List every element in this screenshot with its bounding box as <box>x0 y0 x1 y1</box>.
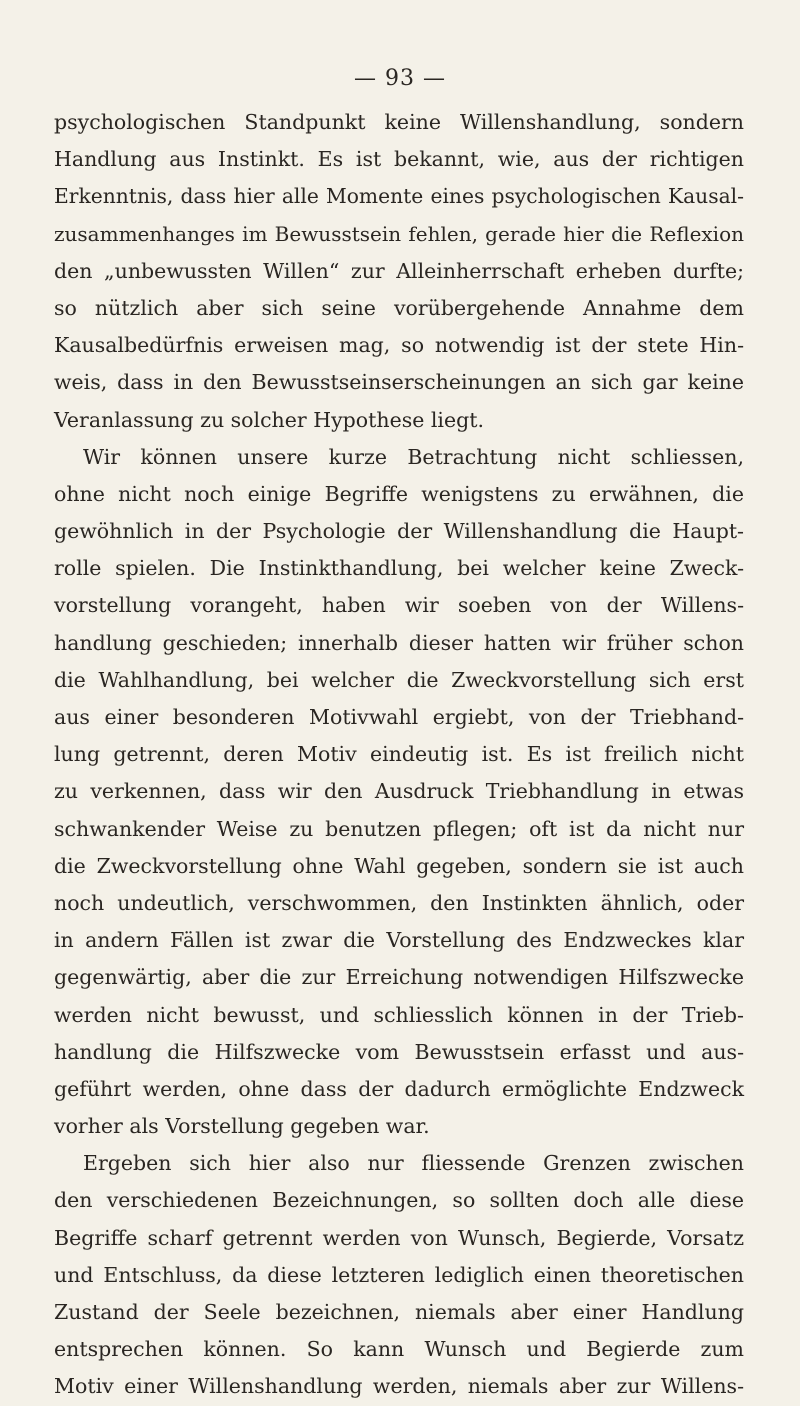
text-line: zusammenhanges im Bewusstsein fehlen, gerade hier die Reflexion <box>54 221 744 246</box>
text-line: Handlung aus Instinkt. Es ist bekannt, wie, aus der richtigen <box>54 147 744 172</box>
paragraph-end-line: vorher als Vorstellung gegeben war. <box>54 1114 430 1139</box>
body-text <box>54 104 744 1406</box>
text-line: werden nicht bewusst, und schliesslich können in der Trieb- <box>54 1002 744 1027</box>
text-line: noch undeutlich, verschwommen, den Instinkten ähnlich, oder <box>54 890 744 915</box>
text-line: so nützlich aber sich seine vorübergehende Annahme dem <box>54 295 744 320</box>
text-line: psychologischen Standpunkt keine Willenshandlung, sondern <box>54 110 744 134</box>
text-line: lung getrennt, deren Motiv eindeutig ist. Es ist freilich nicht <box>54 742 744 767</box>
paragraph-end-line: Veranlassung zu solcher Hypothese liegt. <box>54 407 484 432</box>
text-line: in andern Fällen ist zwar die Vorstellung des Endzweckes klar <box>54 928 744 953</box>
text-line: Zustand der Seele bezeichnen, niemals aber einer Handlung <box>54 1300 744 1324</box>
text-line: Kausalbedürfnis erweisen mag, so notwendig ist der stete Hin- <box>54 333 744 358</box>
text-line: entsprechen können. So kann Wunsch und Begierde zum <box>54 1337 744 1362</box>
text-line: gegenwärtig, aber die zur Erreichung notwendigen Hilfszwecke <box>54 965 744 990</box>
text-line: Motiv einer Willenshandlung werden, niemals aber zur Willens- <box>54 1374 744 1399</box>
paragraph-start-line: Wir können unsere kurze Betrachtung nicht schliessen, <box>83 444 744 469</box>
text-line: zu verkennen, dass wir den Ausdruck Triebhandlung in etwas <box>54 779 744 804</box>
text-line: rolle spielen. Die Instinkthandlung, bei welcher keine Zweck- <box>54 556 744 581</box>
text-line: ohne nicht noch einige Begriffe wenigstens zu erwähnen, die <box>54 481 744 506</box>
text-line: aus einer besonderen Motivwahl ergiebt, von der Triebhand- <box>54 705 744 729</box>
text-line: die Wahlhandlung, bei welcher die Zweckvorstellung sich erst <box>54 667 744 692</box>
text-line: schwankender Weise zu benutzen pflegen; oft ist da nicht nur <box>54 816 744 841</box>
page-number: — 93 — <box>354 66 446 91</box>
text-line: weis, dass in den Bewusstseinserscheinungen an sich gar keine <box>54 370 744 395</box>
text-line: den „unbewussten Willen“ zur Alleinherrschaft erheben durfte; <box>54 258 744 283</box>
text-line: gewöhnlich in der Psychologie der Willenshandlung die Haupt- <box>54 519 744 544</box>
text-line: und Entschluss, da diese letzteren lediglich einen theoretischen <box>54 1262 744 1287</box>
text-line: den verschiedenen Bezeichnungen, so sollten doch alle diese <box>54 1188 744 1213</box>
text-line: vorstellung vorangeht, haben wir soeben von der Willens- <box>54 593 744 618</box>
text-line: handlung geschieden; innerhalb dieser hatten wir früher schon <box>54 630 744 655</box>
paragraph-start-line: Ergeben sich hier also nur fliessende Grenzen zwischen <box>83 1151 744 1176</box>
text-line: die Zweckvorstellung ohne Wahl gegeben, sondern sie ist auch <box>54 853 744 878</box>
text-line: handlung die Hilfszwecke vom Bewusstsein erfasst und aus- <box>54 1039 744 1064</box>
text-line: Begriffe scharf getrennt werden von Wunsch, Begierde, Vorsatz <box>54 1225 744 1250</box>
text-line: geführt werden, ohne dass der dadurch ermöglichte Endzweck <box>54 1076 744 1101</box>
text-line: Erkenntnis, dass hier alle Momente eines psychologischen Kausal- <box>54 184 744 209</box>
